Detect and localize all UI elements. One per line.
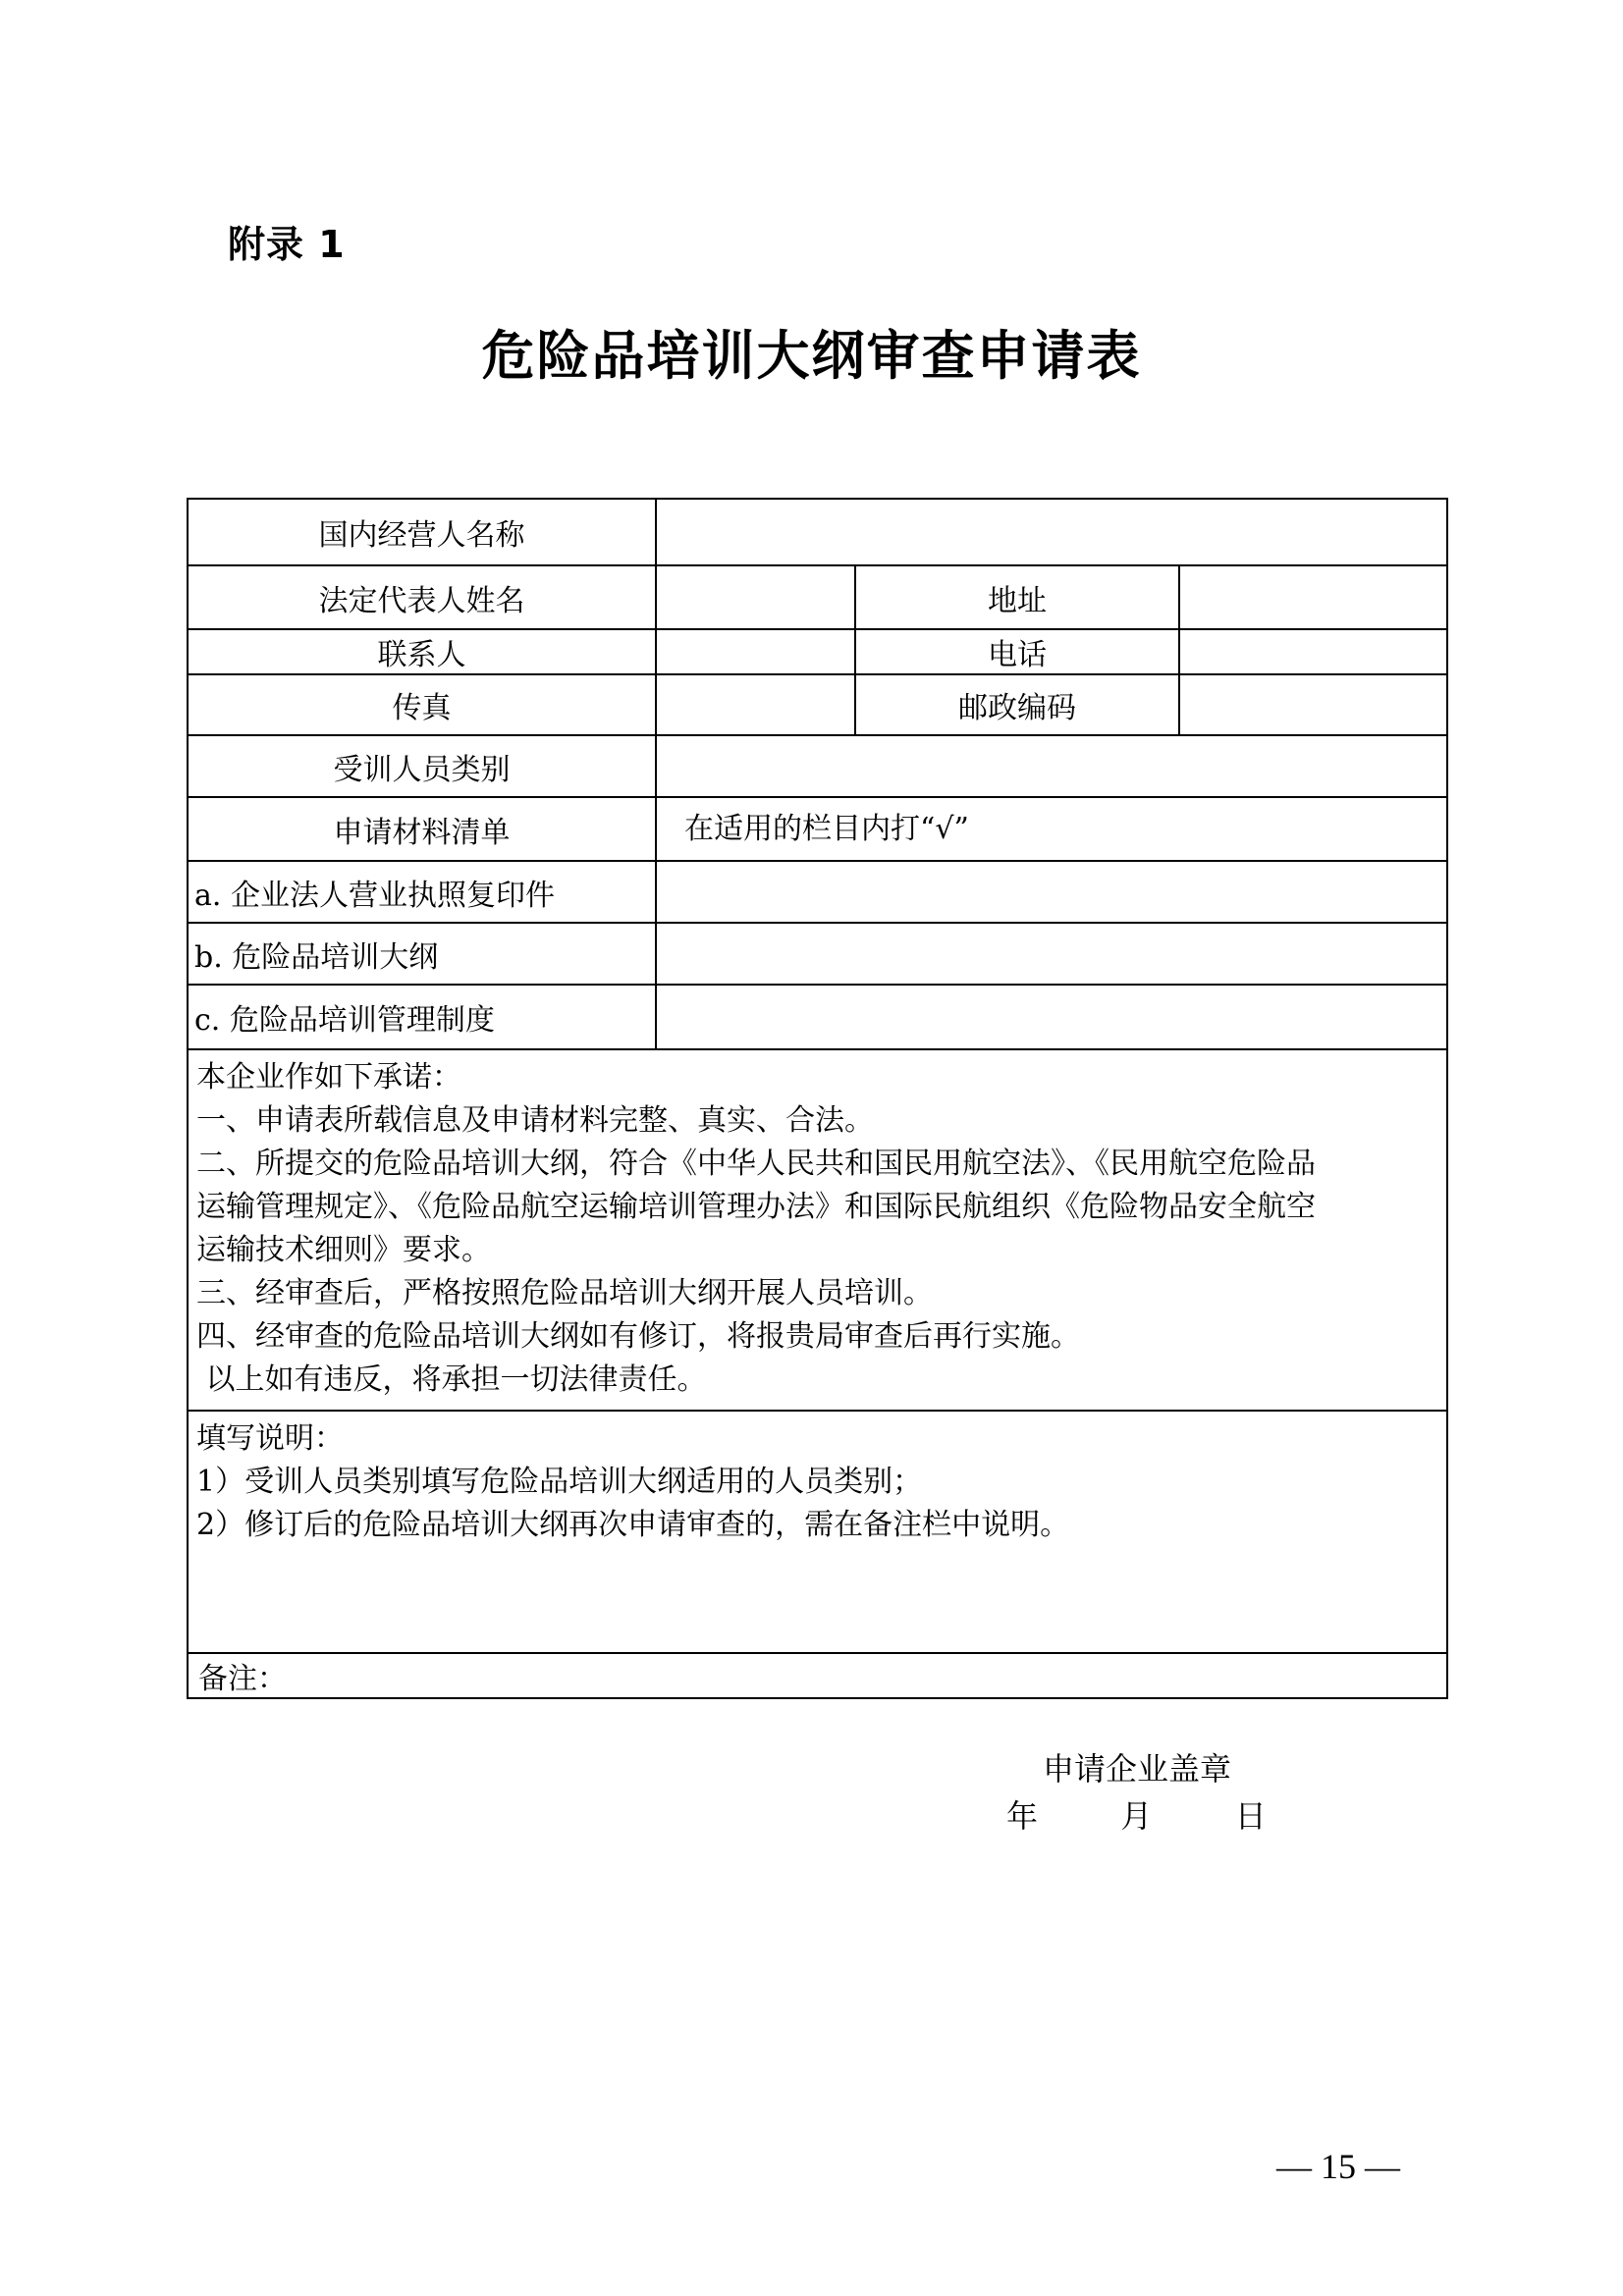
pledge-line: 运输技术细则》要求。	[196, 1233, 491, 1267]
operator-name-label: 国内经营人名称	[188, 499, 656, 565]
fax-label: 传真	[188, 674, 656, 735]
materials-instruction: 在适用的栏目内打“√”	[656, 797, 1447, 861]
pledge-line: 本企业作如下承诺：	[196, 1060, 461, 1095]
pledge-line: 一、申请表所载信息及申请材料完整、真实、合法。	[196, 1103, 874, 1138]
address-label: 地址	[855, 565, 1179, 629]
instructions-section	[188, 1411, 1447, 1653]
materials-label: 申请材料清单	[188, 797, 656, 861]
material-check-cell[interactable]	[656, 923, 1447, 985]
instructions-line: 2）修订后的危险品培训大纲再次申请审查的，需在备注栏中说明。	[196, 1508, 1070, 1542]
instructions-line: 1）受训人员类别填写危险品培训大纲适用的人员类别；	[196, 1465, 923, 1499]
material-item: a. 企业法人营业执照复印件	[188, 861, 656, 923]
material-item: b. 危险品培训大纲	[188, 923, 656, 985]
contact-label: 联系人	[188, 629, 656, 674]
pledge-section	[188, 1049, 1447, 1411]
legal-rep-label: 法定代表人姓名	[188, 565, 656, 629]
postcode-label: 邮政编码	[855, 674, 1179, 735]
pledge-line: 四、经审查的危险品培训大纲如有修订，将报贵局审查后再行实施。	[196, 1319, 1080, 1354]
date-year: 年	[1006, 1797, 1039, 1835]
pledge-line: 三、经审查后，严格按照危险品培训大纲开展人员培训。	[196, 1276, 933, 1310]
phone-label: 电话	[855, 629, 1179, 674]
date-month: 月	[1120, 1797, 1153, 1835]
trainee-category-field[interactable]	[656, 735, 1447, 797]
application-form-table	[187, 498, 1448, 1699]
pledge-line: 以上如有违反，将承担一切法律责任。	[196, 1362, 707, 1397]
material-item: c. 危险品培训管理制度	[188, 985, 656, 1049]
instructions-line: 填写说明：	[196, 1421, 344, 1456]
material-check-cell[interactable]	[656, 985, 1447, 1049]
contact-field[interactable]	[656, 629, 855, 674]
trainee-category-label: 受训人员类别	[188, 735, 656, 797]
material-check-cell[interactable]	[656, 861, 1447, 923]
address-field[interactable]	[1179, 565, 1447, 629]
remarks-field[interactable]: 备注：	[188, 1653, 1447, 1698]
postcode-field[interactable]	[1179, 674, 1447, 735]
seal-label: 申请企业盖章	[1043, 1750, 1232, 1788]
page-number: — 15 —	[1276, 2147, 1400, 2186]
appendix-label: 附录 1	[228, 223, 346, 266]
date-line	[1006, 1791, 1267, 1837]
pledge-line: 二、所提交的危险品培训大纲，符合《中华人民共和国民用航空法》、《民用航空危险品	[196, 1147, 1316, 1181]
page-title: 危险品培训大纲审查申请表	[481, 325, 1142, 387]
fax-field[interactable]	[656, 674, 855, 735]
operator-name-field[interactable]	[656, 499, 1447, 565]
legal-rep-field[interactable]	[656, 565, 855, 629]
pledge-line: 运输管理规定》、《危险品航空运输培训管理办法》和国际民航组织《危险物品安全航空	[196, 1190, 1316, 1224]
date-day: 日	[1234, 1797, 1267, 1835]
phone-field[interactable]	[1179, 629, 1447, 674]
